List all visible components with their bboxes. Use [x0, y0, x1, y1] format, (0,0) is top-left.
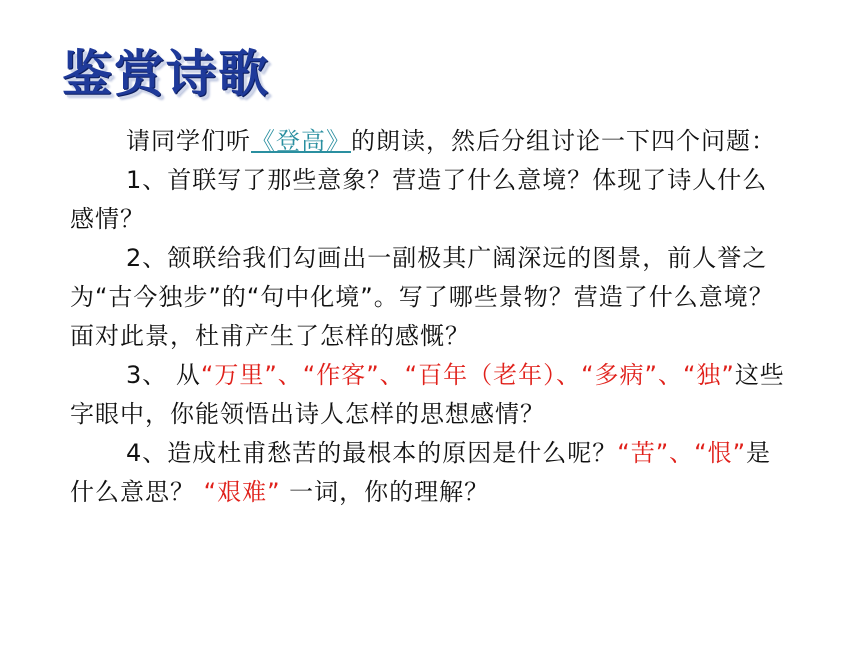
question-1: 1、首联写了那些意象？营造了什么意境？体现了诗人什么感情？ — [70, 166, 768, 233]
question-3 — [70, 356, 790, 434]
intro-text-after: 的朗读，然后分组讨论一下四个问题： — [351, 127, 776, 155]
question-4-lead: 4、造成杜甫愁苦的最根本的原因是什么呢？ — [126, 439, 618, 467]
question-2: 2、颔联给我们勾画出一副极其广阔深远的图景，前人誉之为“古今独步”的“句中化境”。写了哪些景物？营造了什么意境？面对此景，杜甫产生了怎样的感慨？ — [70, 244, 774, 350]
intro-text-before: 请同学们听 — [126, 127, 251, 155]
intro-paragraph — [70, 122, 790, 161]
question-4-keywords-1: “苦”、“恨” — [617, 439, 747, 467]
slide-title: 鉴赏诗歌 — [62, 45, 270, 103]
poem-link[interactable]: 《登高》 — [251, 127, 351, 155]
question-4-keywords-2: “艰难” — [203, 478, 281, 506]
question-3-keywords: “万里”、“作客”、“百年（老年）、“多病”、“独” — [200, 361, 735, 389]
question-4-tail: 一词，你的理解？ — [280, 478, 490, 506]
question-3-lead: 3、 从 — [126, 361, 201, 389]
question-4 — [70, 434, 790, 512]
question-3-tail: 这些字眼中，你能领悟出诗人怎样的思想感情？ — [70, 361, 785, 428]
slide-body — [70, 122, 790, 512]
question-4-mid: 是什么意思？ — [70, 439, 772, 506]
